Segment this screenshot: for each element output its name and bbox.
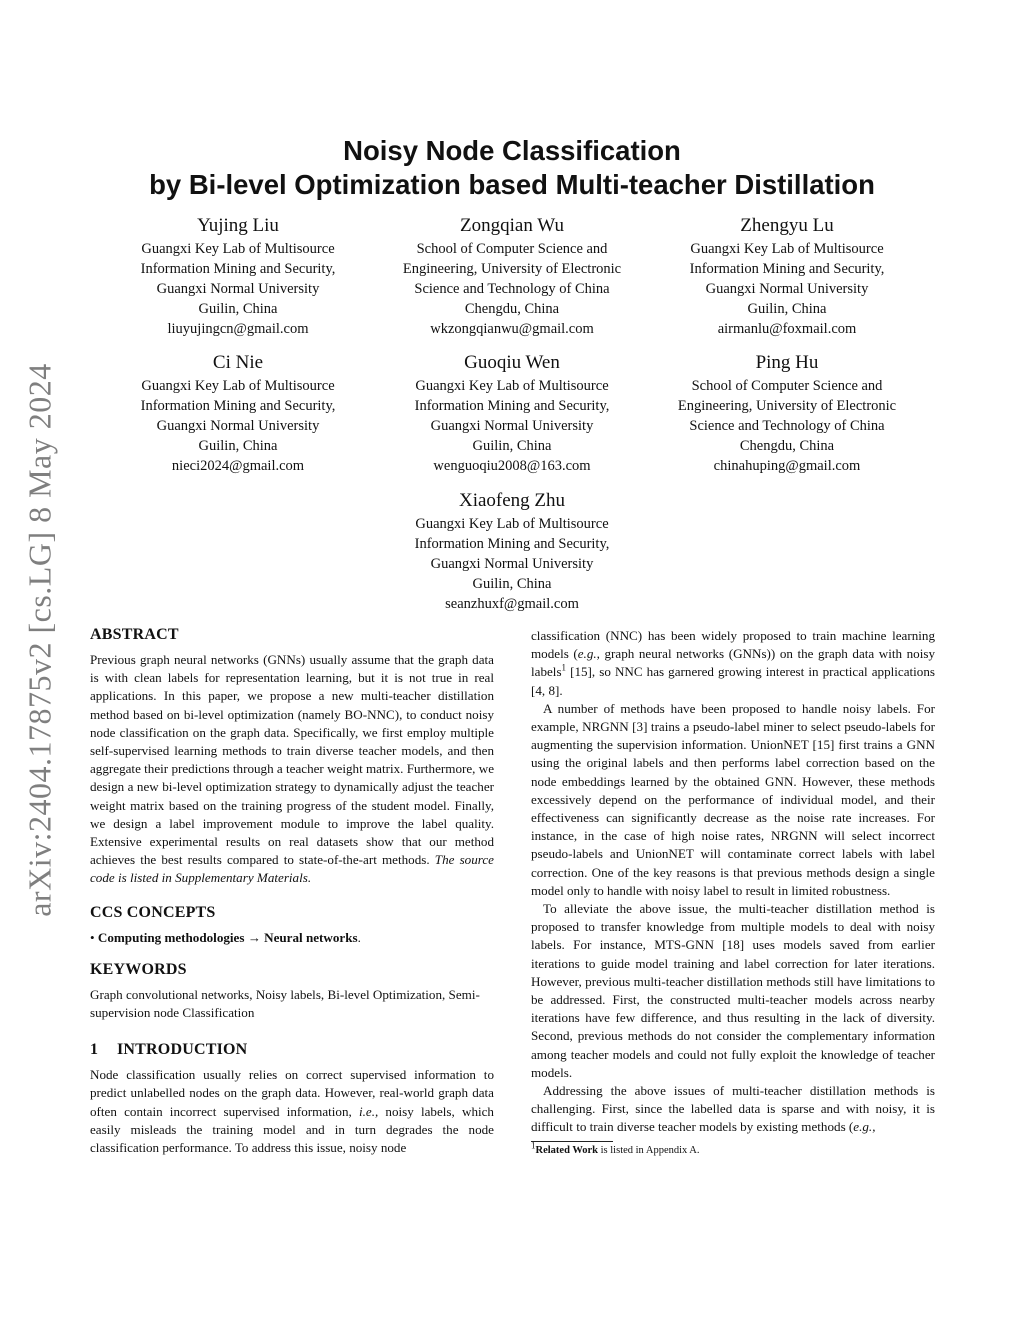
introduction-heading: 1 INTRODUCTION: [90, 1041, 248, 1059]
arxiv-identifier: arXiv:2404.17875v2 [cs.LG] 8 May 2024: [21, 363, 58, 917]
author-block: [637, 214, 937, 339]
author-location: Guilin, China: [198, 438, 278, 454]
author-affiliation: Guangxi Normal University: [430, 556, 594, 572]
intro-paragraph: Node classification usually relies on correct supervised information to predict unlabelled nodes on the graph data. However, real-world graph data often contain incorrect supervised information, i.e., noisy labels, which easily misleads the training model and in turn degrades the node classification performance. To address this issue, noisy node: [90, 1067, 494, 1156]
keywords-text: Graph convolutional networks, Noisy labels, Bi-level Optimization, Semi-supervision node Classification: [90, 986, 480, 1021]
author-email: seanzhuxf@gmail.com: [445, 596, 579, 612]
author-affiliation: Information Mining and Security,: [414, 536, 610, 552]
ccs-heading: CCS CONCEPTS: [90, 903, 216, 921]
intro-paragraph: To alleviate the above issue, the multi-teacher distillation method is proposed to transfer knowledge from multiple models to deal with noisy labels. For instance, MTS-GNN [18] uses models saved from earlier iterations to guide model training and label correction for later iterations. However, previous multi-teacher distillation methods still have limitations to be addressed. First, the constructed multi-teacher models across nearby iterations have few difference, and thus resulting in the lack of diversity. Second, previous methods do not consider the complementary information among teacher models and could not fully exploit the knowledge of teacher models.: [531, 901, 935, 1080]
author-block: [88, 351, 388, 476]
author-affiliation: School of Computer Science and: [691, 378, 883, 394]
author-block: [362, 351, 662, 476]
intro-paragraph: A number of methods have been proposed to handle noisy labels. For example, NRGNN [3] trains a pseudo-label miner to select pseudo-labels for augmenting the supervision information. UnionNET [15] first trains a GNN using the original labels and then performs label correction based on the node embeddings learned by the obtained GNN. However, these methods excessively depend on the performance of individual model, and their effectiveness can significantly decrease as the noise rate increases. For instance, in the case of high noise rates, NRGNN will select incorrect pseudo-labels and UnionNET will contaminate correct labels with label correction. One of the key reasons is that previous methods design a single model only to handle with noisy label to result in limited robustness.: [531, 700, 935, 898]
author-name: Yujing Liu: [197, 215, 279, 236]
author-affiliation: Guangxi Normal University: [705, 281, 869, 297]
author-name: Zongqian Wu: [460, 215, 564, 236]
author-affiliation: Engineering, University of Electronic: [677, 398, 897, 414]
footnote-rule: [531, 1141, 613, 1142]
author-affiliation: Science and Technology of China: [414, 281, 610, 297]
author-affiliation: Guangxi Key Lab of Multisource: [141, 378, 335, 394]
title-line-1: Noisy Node Classification: [343, 135, 681, 166]
author-affiliation: School of Computer Science and: [416, 241, 608, 257]
author-email: airmanlu@foxmail.com: [717, 321, 857, 337]
author-location: Guilin, China: [472, 576, 552, 592]
author-name: Guoqiu Wen: [464, 352, 560, 373]
author-name: Ping Hu: [755, 352, 819, 373]
author-affiliation: Information Mining and Security,: [414, 398, 610, 414]
author-affiliation: Guangxi Normal University: [156, 281, 320, 297]
intro-paragraph: Addressing the above issues of multi-teacher distillation methods is challenging. First, since the labelled data is sparse and with noisy, it is difficult to train diverse teacher models by existing methods (e.g.,: [531, 1083, 935, 1135]
author-affiliation: Guangxi Key Lab of Multisource: [141, 241, 335, 257]
author-block: [88, 214, 388, 339]
author-location: Chengdu, China: [739, 438, 835, 454]
author-email: nieci2024@gmail.com: [171, 458, 305, 474]
author-email: liuyujingcn@gmail.com: [167, 321, 309, 337]
author-email: chinahuping@gmail.com: [713, 458, 861, 474]
author-block: [362, 214, 662, 339]
author-affiliation: Guangxi Normal University: [156, 418, 320, 434]
ccs-concepts: • Computing methodologies → Neural networks.: [90, 929, 361, 945]
author-affiliation: Information Mining and Security,: [140, 398, 336, 414]
author-affiliation: Guangxi Key Lab of Multisource: [415, 516, 609, 532]
author-affiliation: Information Mining and Security,: [689, 261, 885, 277]
abstract-heading: ABSTRACT: [90, 626, 179, 643]
author-name: Zhengyu Lu: [740, 215, 834, 236]
author-name: Xiaofeng Zhu: [458, 490, 566, 511]
paper-title: [100, 134, 924, 202]
footnote-marker: 1: [561, 663, 567, 674]
author-affiliation: Guangxi Key Lab of Multisource: [690, 241, 884, 257]
author-affiliation: Guangxi Normal University: [430, 418, 594, 434]
left-column: [90, 625, 494, 1157]
author-block: [637, 351, 937, 476]
author-location: Guilin, China: [747, 301, 827, 317]
title-line-2: by Bi-level Optimization based Multi-teacher Distillation: [149, 169, 875, 200]
footnote: $^1$Related Work is listed in Appendix A.: [531, 1140, 700, 1156]
author-email: wenguoqiu2008@163.com: [433, 458, 591, 474]
author-block: [362, 489, 662, 614]
intro-paragraph-continued: classification (NNC) has been widely proposed to train machine learning models (e.g., graph neural networks (GNNs)) on the graph data with noisy labels$^1$ [15], so NNC has garnered growing interest in practical applications [4, 8].: [531, 628, 935, 698]
author-location: Guilin, China: [472, 438, 552, 454]
author-affiliation: Engineering, University of Electronic: [402, 261, 622, 277]
author-location: Chengdu, China: [464, 301, 560, 317]
author-affiliation: Information Mining and Security,: [140, 261, 336, 277]
abstract-paragraph: Previous graph neural networks (GNNs) usually assume that the graph data is with clean labels for representation learning, but it is not true in real applications. In this paper, we propose a new multi-teacher distillation method based on bi-level optimization (namely BO-NNC), to conduct noisy node classification on the graph data. Specifically, we first employ multiple self-supervised learning methods to train diverse teacher models, and then aggregate their predictions through a teacher weight matrix. Furthermore, we design a new bi-level optimization strategy to dynamically adjust the teacher weight matrix based on the training progress of the student model. Finally, we design a label improvement module to improve the label quality. Extensive experimental results on real datasets show that our method achieves the best results compared to state-of-the-art methods. The source code is listed in Supplementary Materials.: [90, 652, 494, 886]
author-affiliation: Guangxi Key Lab of Multisource: [415, 378, 609, 394]
right-column: [531, 627, 935, 1158]
author-name: Ci Nie: [212, 352, 264, 373]
author-location: Guilin, China: [198, 301, 278, 317]
author-email: wkzongqianwu@gmail.com: [430, 321, 594, 337]
keywords-heading: KEYWORDS: [90, 960, 187, 978]
author-affiliation: Science and Technology of China: [689, 418, 885, 434]
